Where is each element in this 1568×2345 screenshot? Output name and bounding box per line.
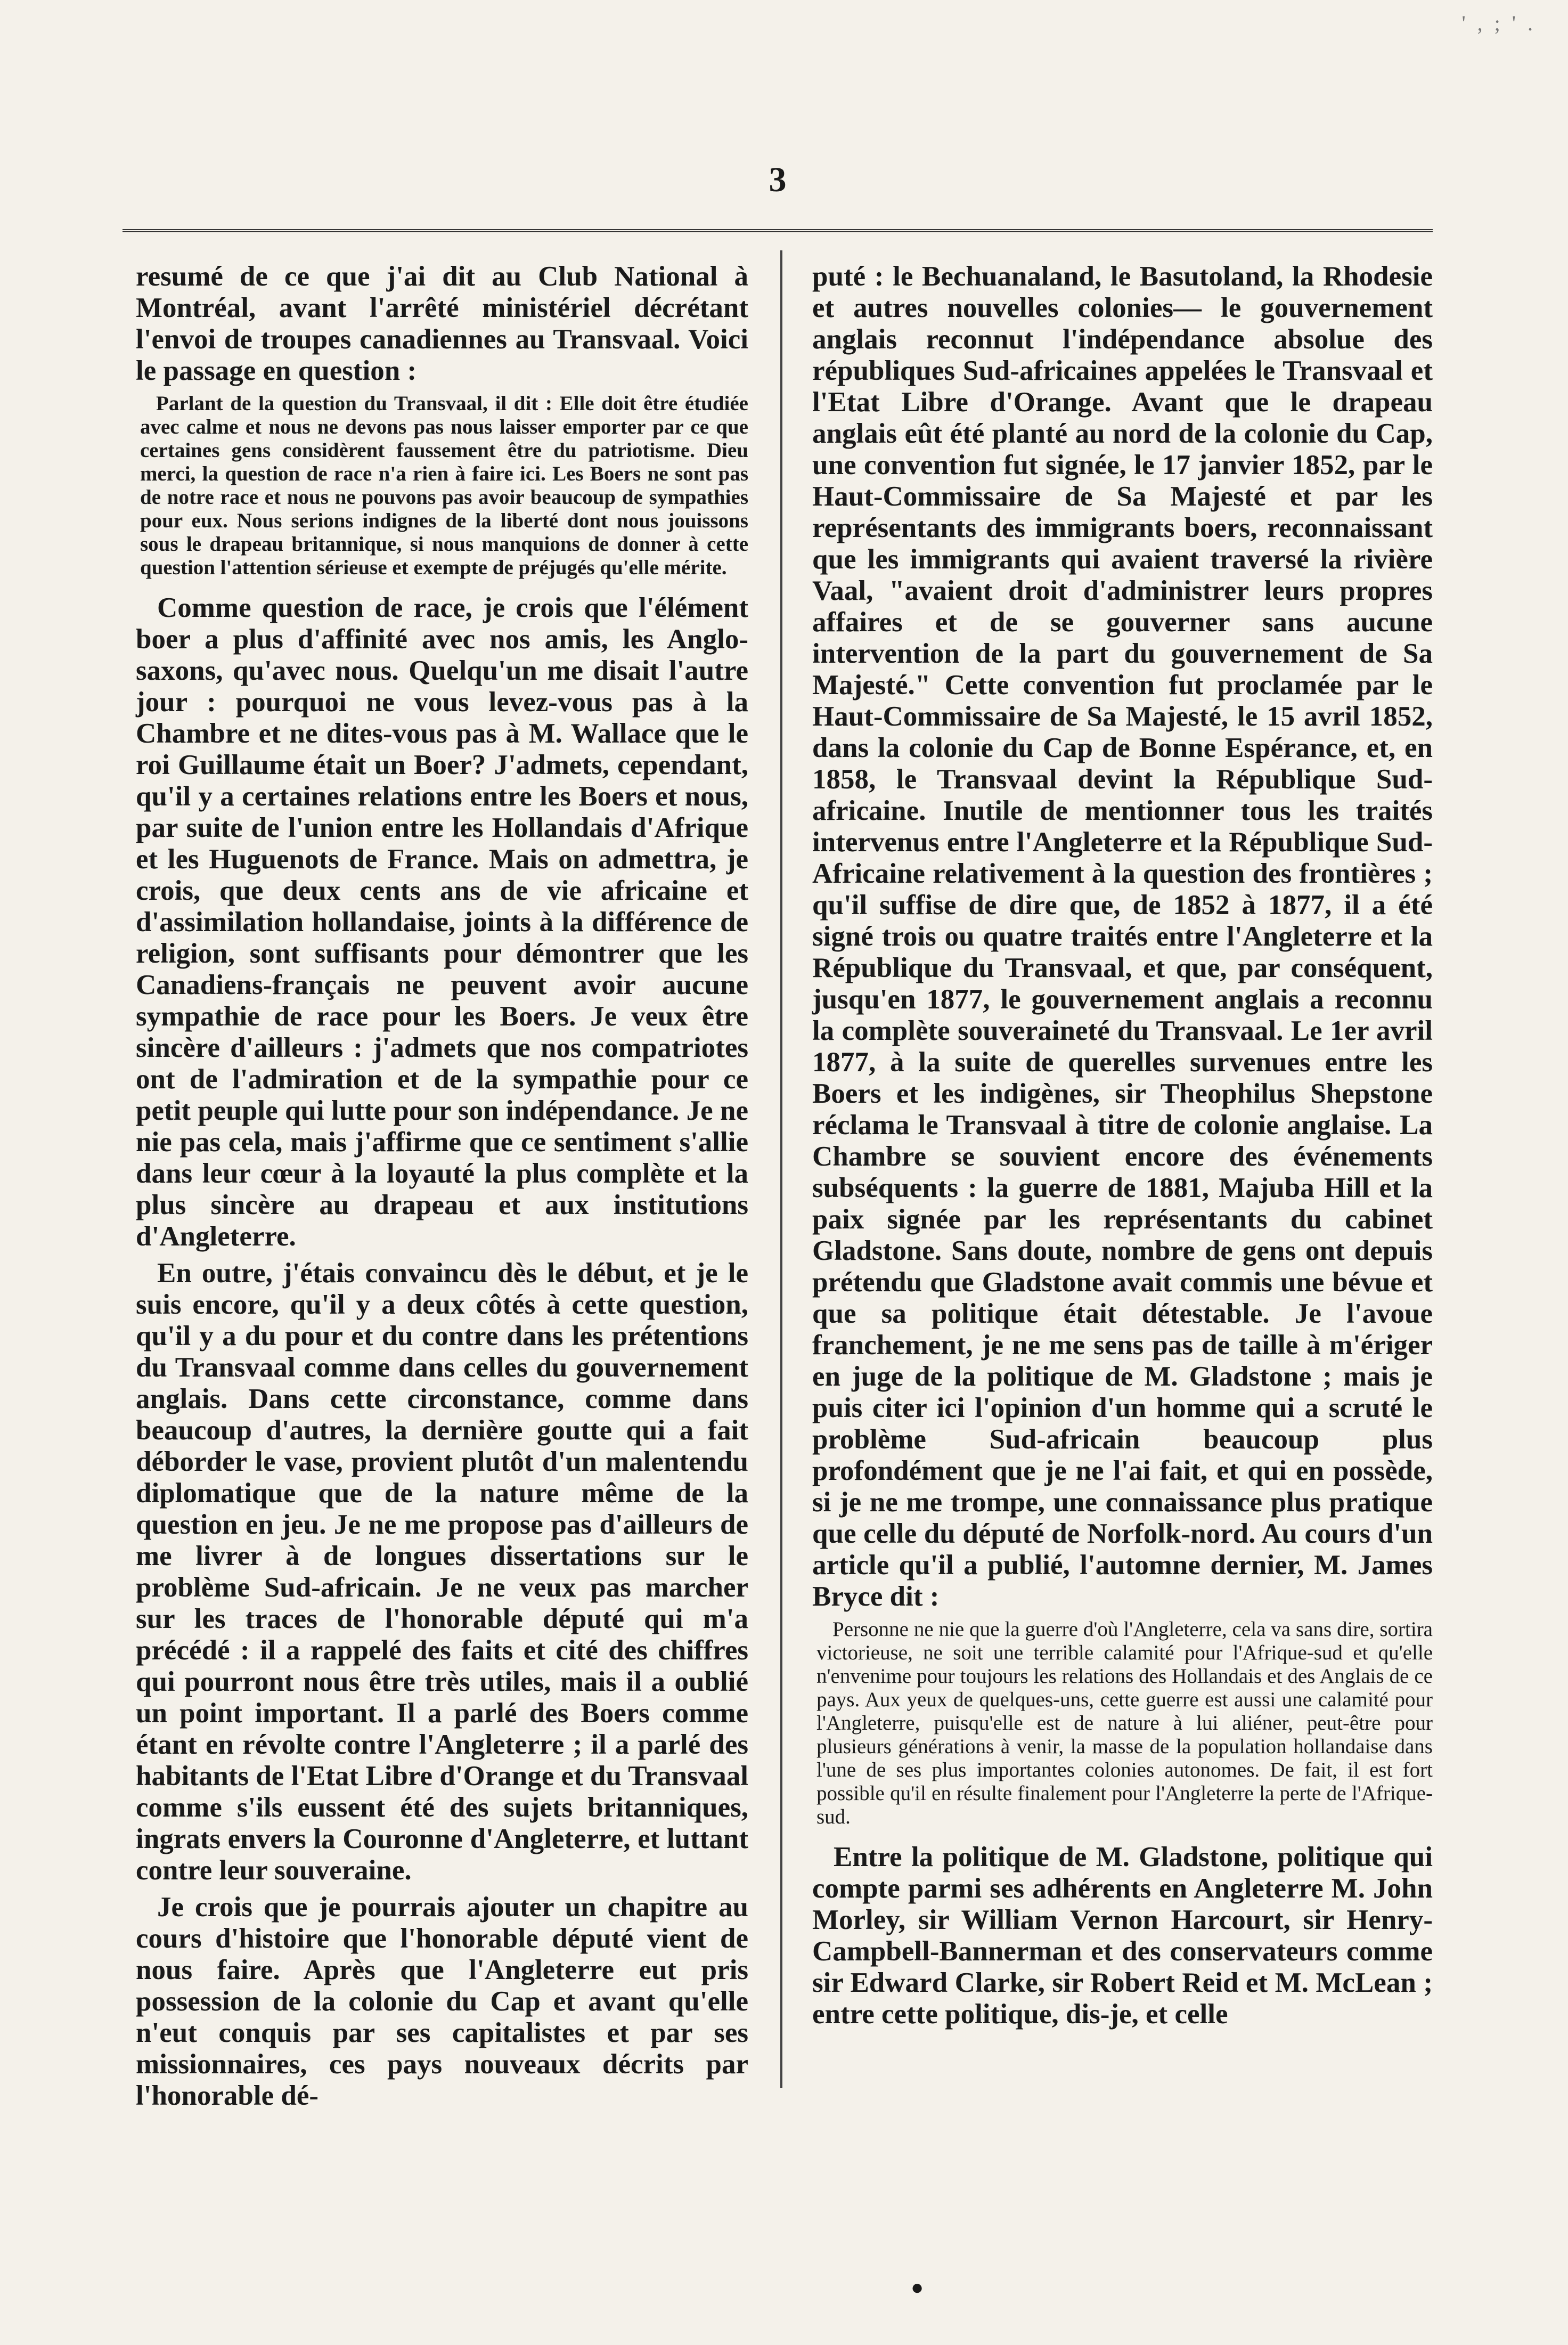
right-block-quote: [812, 1618, 1433, 1829]
header-rule: [123, 229, 1433, 232]
right-paragraph-2: Entre la politique de M. Gladstone, politique qui compte parmi ses adhérents en Angleterre M. John Morley, sir William Vernon Harcourt, sir Henry-Campbell-Bannerman et des conservateurs comme sir Edward Clarke, sir Robert Reid et M. McLean ; entre cette politique, dis-je, et celle: [812, 1842, 1433, 2030]
right-paragraph-1: puté : le Bechuanaland, le Basutoland, la Rhodesie et autres nouvelles colonies— le gouvernement anglais reconnut l'indépendance absolue des républiques Sud-africaines appelées le Transvaal et l'Etat Libre d'Orange. Avant que le drapeau anglais eût été planté au nord de la colonie du Cap, une convention fut signée, le 17 janvier 1852, par le Haut-Commissaire de Sa Majesté et par les représentants des immigrants boers, reconnaissant que les immigrants qui avaient traversé la rivière Vaal, "avaient droit d'administrer leurs propres affaires et de se gouverner sans aucune intervention de la part du gouvernement de Sa Majesté." Cette convention fut proclamée par le Haut-Commissaire de Sa Majesté, le 15 avril 1852, dans la colonie du Cap de Bonne Espérance, et, en 1858, le Transvaal devint la République Sud-africaine. Inutile de mentionner tous les traités intervenus entre l'Angleterre et la République Sud-Africaine relativement à la question des frontières ; qu'il suffise de dire que, de 1852 à 1877, il a été signé trois ou quatre traités entre l'Angleterre et la République du Transvaal, et que, par conséquent, jusqu'en 1877, le gouvernement anglais a reconnu la complète souveraineté du Transvaal. Le 1er avril 1877, à la suite de querelles survenues entre les Boers et les indigènes, sir Theophilus Shepstone réclama le Transvaal à titre de colonie anglaise. La Chambre se souvient encore des événements subséquents : la guerre de 1881, Majuba Hill et la paix signée par les représentants du cabinet Gladstone. Sans doute, nombre de gens ont depuis prétendu que Gladstone avait commis une bévue et que sa politique était détestable. Je l'avoue franchement, je ne me sens pas de taille à m'ériger en juge de la politique de M. Gladstone ; mais je puis citer ici l'opinion d'un homme qui a scruté le problème Sud-africain beaucoup plus profondément que je ne l'ai fait, et qui en possède, si je ne me trompe, une connaissance plus pratique que celle du député de Norfolk-nord. Au cours d'un article qu'il a publié, l'automne dernier, M. James Bryce dit :: [812, 261, 1433, 1612]
left-paragraph-4: Je crois que je pourrais ajouter un chapitre au cours d'histoire que l'honorable député vient de nous faire. Après que l'Angleterre eut pris possession de la colonie du Cap et avant qu'elle n'eut conquis par ses capitalistes et par ses missionnaires, ces pays nouveaux décrits par l'honorable dé-: [136, 1892, 748, 2111]
right-column: [812, 261, 1433, 2035]
corner-marks: ' , ; ' .: [1461, 11, 1536, 35]
page-number: 3: [769, 160, 787, 199]
left-paragraph-1: resumé de ce que j'ai dit au Club National à Montréal, avant l'arrêté ministériel décrétant l'envoi de troupes canadiennes au Transvaal. Voici le passage en question :: [136, 261, 748, 386]
left-column: [136, 261, 748, 2117]
column-divider: [780, 250, 782, 2088]
left-quote-text: Parlant de la question du Transvaal, il dit : Elle doit être étudiée avec calme et nous ne devons pas nous laisser emporter par ce que certaines gens considèrent faussement être du patriotisme. Dieu merci, la question de race n'a rien à faire ici. Les Boers ne sont pas de notre race et nous ne pouvons pas avoir beaucoup de sympathies pour eux. Nous serions indignes de la liberté dont nous jouissons sous le drapeau britannique, si nous manquions de donner à cette question l'attention sérieuse et exempte de préjugés qu'elle mérite.: [140, 392, 748, 579]
left-paragraph-2: Comme question de race, je crois que l'élément boer a plus d'affinité avec nos amis, les Anglo-saxons, qu'avec nous. Quelqu'un me disait l'autre jour : pourquoi ne vous levez-vous pas à la Chambre et ne dites-vous pas à M. Wallace que le roi Guillaume était un Boer? J'admets, cependant, qu'il y a certaines relations entre les Boers et nous, par suite de l'union entre les Hollandais d'Afrique et les Huguenots de France. Mais on admettra, je crois, que deux cents ans de vie africaine et d'assimilation hollandaise, joints à la différence de religion, sont suffisants pour démontrer que les Canadiens-français ne peuvent avoir aucune sympathie de race pour les Boers. Je veux être sincère d'ailleurs : j'admets que nos compatriotes ont de l'admiration et de la sympathie pour ce petit peuple qui lutte pour son indépendance. Je ne nie pas cela, mais j'affirme que ce sentiment s'allie dans leur cœur à la loyauté la plus complète et la plus sincère au drapeau et aux institutions d'Angleterre.: [136, 592, 748, 1252]
footer-mark: ●: [911, 2275, 924, 2299]
right-quote-text: Personne ne nie que la guerre d'où l'Angleterre, cela va sans dire, sortira victorieuse, ne soit une terrible calamité pour l'Afrique-sud et qu'elle n'envenime pour toujours les relations des Hollandais et des Anglais de ce pays. Aux yeux de quelques-uns, cette guerre est aussi une calamité pour l'Angleterre, puisqu'elle est de nature à lui aliéner, peut-être pour plusieurs générations à venir, la masse de la population hollandaise dans l'une de ses plus importantes colonies autonomes. De fait, il est fort possible qu'il en résulte finalement pour l'Angleterre la perte de l'Afrique-sud.: [816, 1618, 1433, 1828]
left-block-quote: [136, 392, 748, 580]
left-paragraph-3: En outre, j'étais convaincu dès le début, et je le suis encore, qu'il y a deux côtés à cette question, qu'il y a du pour et du contre dans les prétentions du Transvaal comme dans celles du gouvernement anglais. Dans cette circonstance, comme dans beaucoup d'autres, la dernière goutte qui a fait déborder le vase, provient plutôt d'un malentendu diplomatique que de la nature même de la question en jeu. Je ne me propose pas d'ailleurs de me livrer à de longues dissertations sur le problème Sud-africain. Je ne veux pas marcher sur les traces de l'honorable député qui m'a précédé : il a rappelé des faits et cité des chiffres qui pourront nous être très utiles, mais il a oublié un point important. Il a parlé des Boers comme étant en révolte contre l'Angleterre ; il a parlé des habitants de l'Etat Libre d'Orange et du Transvaal comme s'ils eussent été des sujets britanniques, ingrats envers la Couronne d'Angleterre, et luttant contre leur souveraine.: [136, 1258, 748, 1886]
